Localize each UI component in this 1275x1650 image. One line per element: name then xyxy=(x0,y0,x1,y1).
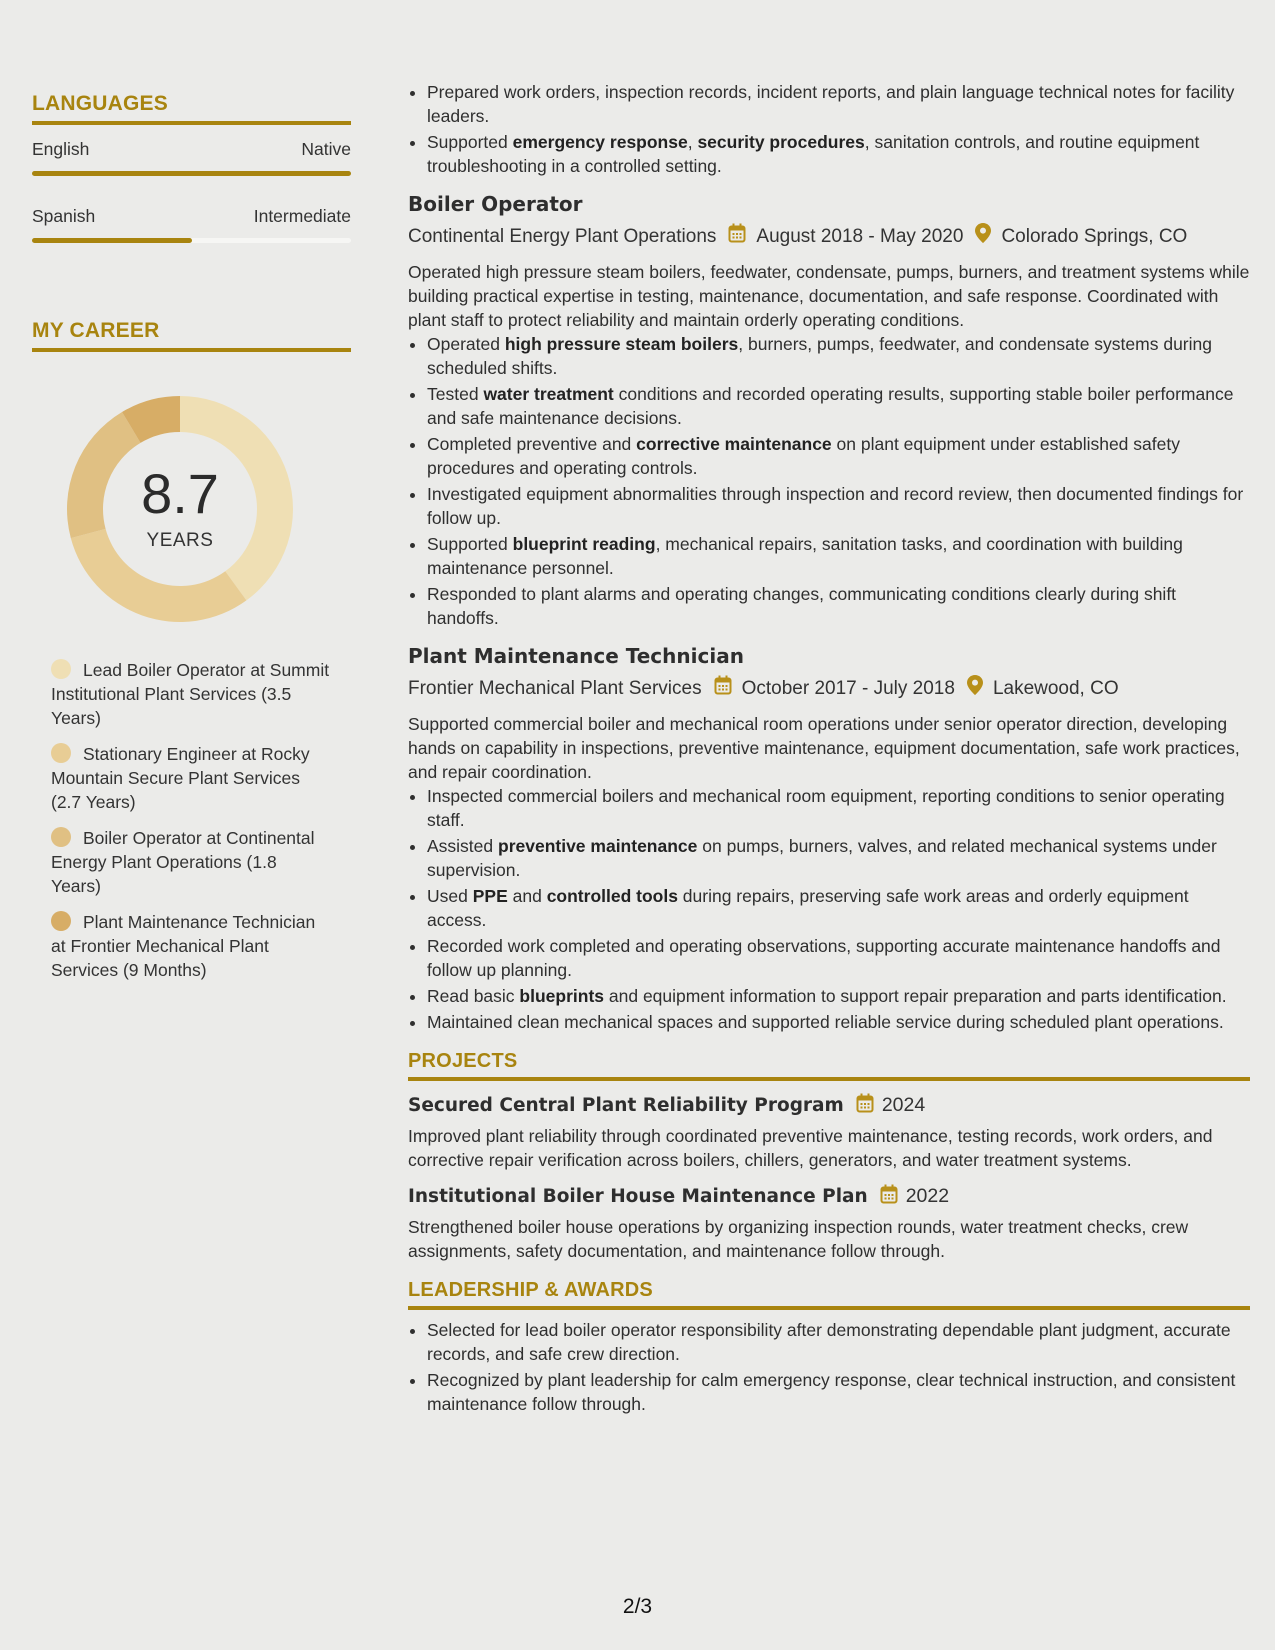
project-header xyxy=(408,1184,1250,1209)
bullet-item: • Prepared work orders, inspection records, incident reports, and plain language technical notes for facility leaders. xyxy=(427,80,1250,128)
job-bullets xyxy=(408,784,1250,1034)
career-total-years: 8.7 xyxy=(141,462,219,525)
career-legend-item xyxy=(51,742,331,814)
calendar-icon xyxy=(880,1184,898,1209)
language-english xyxy=(32,139,351,176)
project-year: 2022 xyxy=(905,1185,950,1207)
job-company: Frontier Mechanical Plant Services xyxy=(408,678,702,699)
job-dates: August 2018 - May 2020 xyxy=(756,226,964,247)
project-description: Improved plant reliability through coordinated preventive maintenance, testing records, work orders, and corrective repair verification across boilers, chillers, generators, and water treatment systems. xyxy=(408,1126,1213,1170)
projects-section xyxy=(408,1050,1250,1263)
job-meta xyxy=(408,675,1250,703)
career-legend-dot xyxy=(51,827,71,847)
job-summary: Operated high pressure steam boilers, feedwater, condensate, pumps, burners, and treatment systems while building practical expertise in testing, maintenance, documentation, and safe response. Coordinated with plant staff to protect reliability and maintain orderly operating conditions. xyxy=(408,262,1250,330)
bullet-item: • Recorded work completed and operating observations, supporting accurate maintenance handoffs and follow up planning. xyxy=(427,934,1250,982)
career-legend-dot xyxy=(51,659,71,679)
bullet-item: • Completed preventive and corrective maintenance on plant equipment under established safety procedures and operating controls. xyxy=(427,432,1250,480)
main-content xyxy=(408,80,1250,1418)
location-pin-icon xyxy=(967,675,983,703)
location-pin-icon xyxy=(975,223,991,251)
bullet-item: • Selected for lead boiler operator responsibility after demonstrating dependable plant judgment, accurate records, and safe crew direction. xyxy=(427,1318,1250,1366)
job-bullets xyxy=(408,332,1250,630)
language-proficiency-fill xyxy=(32,171,351,176)
leadership-heading: LEADERSHIP & AWARDS xyxy=(408,1279,1250,1310)
language-name: English xyxy=(32,139,90,159)
bullet-item: • Read basic blueprints and equipment information to support repair preparation and parts identification. xyxy=(427,984,1250,1008)
bullet-item: • Supported blueprint reading, mechanical repairs, sanitation tasks, and coordination with building maintenance personnel. xyxy=(427,532,1250,580)
career-legend xyxy=(51,658,331,982)
job-title: Plant Maintenance Technician xyxy=(408,644,744,668)
job-summary: Supported commercial boiler and mechanical room operations under senior operator direction, developing hands on capability in inspections, preventive maintenance, equipment documentation, safe work practices, and repair coordination. xyxy=(408,714,1240,782)
job-location: Colorado Springs, CO xyxy=(1001,226,1188,247)
career-heading: MY CAREER xyxy=(32,319,351,352)
leadership-list xyxy=(408,1318,1250,1416)
job-entry xyxy=(408,643,1250,1034)
project-year: 2024 xyxy=(881,1094,926,1116)
job-entry xyxy=(408,191,1250,630)
career-legend-item xyxy=(51,658,331,730)
job-location: Lakewood, CO xyxy=(992,678,1119,699)
project-header xyxy=(408,1093,1250,1118)
career-legend-label: Boiler Operator at Continental Energy Plant Operations (1.8 Years) xyxy=(51,828,315,896)
previous-job-bullets xyxy=(408,80,1250,178)
project-entry xyxy=(408,1184,1250,1263)
calendar-icon xyxy=(728,223,746,251)
bullet-item: • Tested water treatment conditions and recorded operating results, supporting stable boiler performance and safe maintenance decisions. xyxy=(427,382,1250,430)
job-dates: October 2017 - July 2018 xyxy=(741,678,955,699)
projects-list xyxy=(408,1093,1250,1263)
career-legend-label: Lead Boiler Operator at Summit Institutional Plant Services (3.5 Years) xyxy=(51,660,330,728)
career-total-unit: YEARS xyxy=(146,530,214,551)
career-donut-chart xyxy=(65,394,295,624)
bullet-item: • Recognized by plant leadership for calm emergency response, clear technical instruction, and consistent maintenance follow through. xyxy=(427,1368,1250,1416)
calendar-icon xyxy=(714,675,732,703)
language-level: Intermediate xyxy=(253,206,351,226)
job-title: Boiler Operator xyxy=(408,192,583,216)
language-proficiency-bar xyxy=(32,238,351,243)
career-legend-dot xyxy=(51,743,71,763)
career-legend-item xyxy=(51,910,331,982)
page-number: 2/3 xyxy=(622,1595,653,1618)
sidebar xyxy=(32,92,351,994)
career-legend-label: Plant Maintenance Technician at Frontier Mechanical Plant Services (9 Months) xyxy=(51,912,316,980)
language-proficiency-fill xyxy=(32,238,192,243)
bullet-item: • Investigated equipment abnormalities through inspection and record review, then documented findings for follow up. xyxy=(427,482,1250,530)
job-company: Continental Energy Plant Operations xyxy=(408,226,717,247)
leadership-section xyxy=(408,1279,1250,1416)
language-spanish xyxy=(32,206,351,243)
project-title: Secured Central Plant Reliability Program xyxy=(408,1095,844,1116)
bullet-item: • Assisted preventive maintenance on pumps, burners, valves, and related mechanical systems under supervision. xyxy=(427,834,1250,882)
career-legend-label: Stationary Engineer at Rocky Mountain Secure Plant Services (2.7 Years) xyxy=(51,744,310,812)
project-description: Strengthened boiler house operations by organizing inspection rounds, water treatment checks, crew assignments, safety documentation, and maintenance follow through. xyxy=(408,1217,1189,1261)
project-entry xyxy=(408,1093,1250,1172)
experience-list xyxy=(408,191,1250,1034)
calendar-icon xyxy=(856,1093,874,1118)
project-title: Institutional Boiler House Maintenance Plan xyxy=(408,1186,868,1207)
languages-heading: LANGUAGES xyxy=(32,92,351,125)
bullet-item: • Operated high pressure steam boilers, burners, pumps, feedwater, and condensate systems during scheduled shifts. xyxy=(427,332,1250,380)
career-legend-dot xyxy=(51,911,71,931)
projects-heading: PROJECTS xyxy=(408,1050,1250,1081)
bullet-item: • Responded to plant alarms and operating changes, communicating conditions clearly during shift handoffs. xyxy=(427,582,1250,630)
career-legend-item xyxy=(51,826,331,898)
bullet-item: • Inspected commercial boilers and mechanical room equipment, reporting conditions to senior operating staff. xyxy=(427,784,1250,832)
language-level: Native xyxy=(301,139,351,159)
language-proficiency-bar xyxy=(32,171,351,176)
bullet-item: • Used PPE and controlled tools during repairs, preserving safe work areas and orderly equipment access. xyxy=(427,884,1250,932)
bullet-item: • Maintained clean mechanical spaces and supported reliable service during scheduled plant operations. xyxy=(427,1010,1250,1034)
bullet-item: • Supported emergency response, security procedures, sanitation controls, and routine equipment troubleshooting in a controlled setting. xyxy=(427,130,1250,178)
job-meta xyxy=(408,223,1250,251)
language-name: Spanish xyxy=(32,206,96,226)
